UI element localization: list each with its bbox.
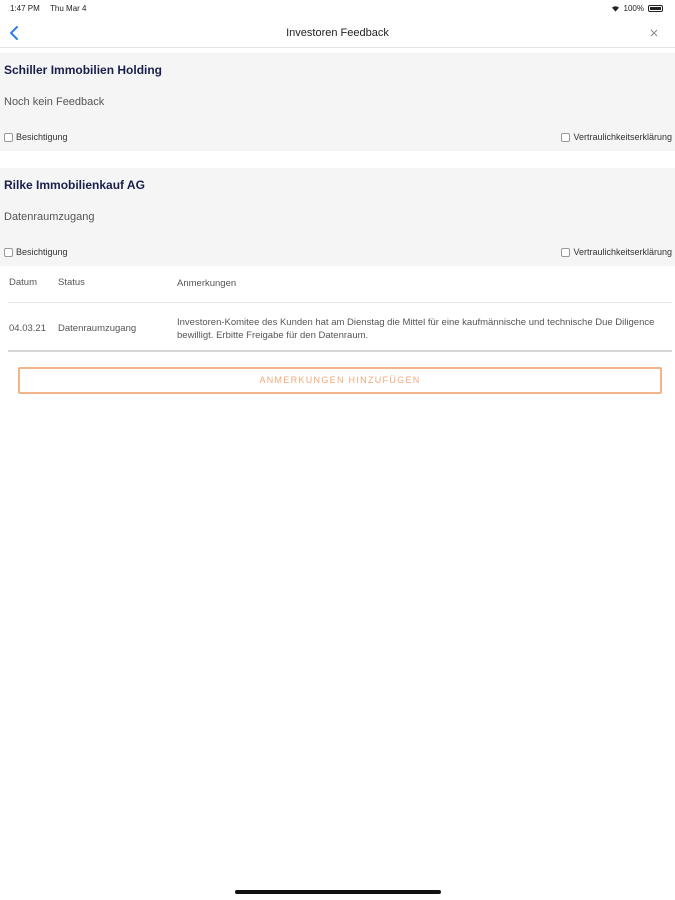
- investor-card: [0, 168, 675, 266]
- cell-date: 04.03.21: [9, 323, 46, 334]
- checkbox-label: Vertraulichkeitserklärung: [573, 132, 672, 142]
- checkbox-box[interactable]: [4, 133, 13, 142]
- vertraulichkeit-checkbox[interactable]: [561, 132, 672, 142]
- besichtigung-checkbox[interactable]: [4, 132, 68, 142]
- cell-note: Investoren-Komitee des Kunden hat am Dienstag die Mittel für eine kaufmännische und technische Due Diligence bewilligt. Erbitte Freigabe für den Datenraum.: [177, 317, 655, 341]
- checkbox-row: [0, 132, 675, 146]
- checkbox-box[interactable]: [561, 133, 570, 142]
- investor-name: Rilke Immobilienkauf AG: [4, 178, 145, 192]
- header-datum: Datum: [9, 277, 37, 288]
- feedback-status: Noch kein Feedback: [4, 96, 105, 108]
- header-status: Status: [58, 277, 85, 288]
- home-indicator[interactable]: [235, 890, 441, 894]
- header-anmerkungen: Anmerkungen: [177, 278, 237, 289]
- vertraulichkeit-checkbox[interactable]: [561, 247, 672, 257]
- checkbox-label: Vertraulichkeitserklärung: [573, 247, 672, 257]
- investor-name: Schiller Immobilien Holding: [4, 63, 163, 77]
- table-row[interactable]: [8, 302, 672, 352]
- checkbox-box[interactable]: [561, 248, 570, 257]
- status-indicators: [611, 4, 663, 13]
- table-header: [8, 272, 672, 292]
- battery-icon: [648, 5, 663, 12]
- status-time: 1:47 PM: [10, 4, 40, 13]
- investor-card: [0, 53, 675, 151]
- feedback-status: Datenraumzugang: [4, 211, 95, 223]
- page-title: Investoren Feedback: [286, 27, 389, 39]
- status-date: Thu Mar 4: [50, 4, 87, 13]
- close-icon[interactable]: [649, 28, 659, 38]
- checkbox-label: Besichtigung: [16, 132, 68, 142]
- checkbox-label: Besichtigung: [16, 247, 68, 257]
- battery-percent: 100%: [623, 4, 644, 13]
- navigation-bar: [0, 18, 675, 48]
- status-time-date: [10, 4, 87, 13]
- checkbox-row: [0, 247, 675, 261]
- feedback-table: [8, 272, 672, 352]
- checkbox-box[interactable]: [4, 248, 13, 257]
- cell-status: Datenraumzugang: [58, 323, 137, 334]
- besichtigung-checkbox[interactable]: [4, 247, 68, 257]
- wifi-icon: [611, 5, 620, 12]
- status-bar: [0, 0, 675, 16]
- add-notes-button[interactable]: ANMERKUNGEN HINZUFÜGEN: [18, 367, 662, 394]
